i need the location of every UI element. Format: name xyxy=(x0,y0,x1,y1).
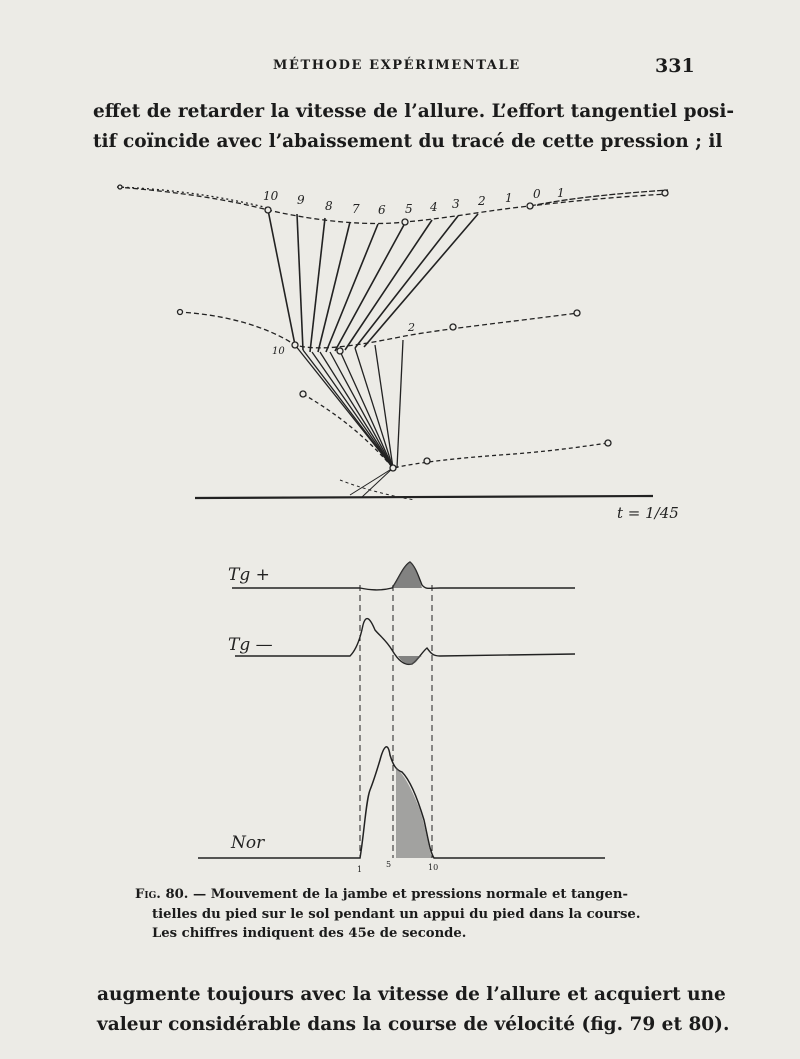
paragraph-line: valeur considérable dans la course de vélocité (fig. 79 et 80). xyxy=(97,1014,730,1035)
frame-number: 2 xyxy=(478,194,486,208)
baseline-tick: 10 xyxy=(428,863,439,872)
thigh-segments xyxy=(268,210,478,352)
normal-label: Nor xyxy=(231,833,265,853)
page-number: 331 xyxy=(655,55,695,77)
mid-label: 10 xyxy=(272,346,285,357)
shank-segments xyxy=(295,340,403,468)
baseline-ticks xyxy=(357,860,438,874)
time-label: t = 1/45 xyxy=(617,504,679,522)
tg-minus-hatch xyxy=(398,656,422,664)
caption-line: Les chiffres indiquent des 45e de seconde. xyxy=(152,926,467,941)
ground-line xyxy=(195,496,653,498)
normal-hatch xyxy=(396,768,432,858)
trajectory-markers xyxy=(118,185,668,471)
frame-number: 7 xyxy=(352,202,360,216)
frame-number: 1 xyxy=(557,186,565,200)
foot-segments xyxy=(340,468,415,500)
frame-number: 9 xyxy=(297,193,305,207)
frame-number: 6 xyxy=(378,203,386,217)
running-head: MÉTHODE EXPÉRIMENTALE xyxy=(273,58,521,73)
frame-number: 1 xyxy=(505,191,513,205)
paragraph-line: effet de retarder la vitesse de l’allure. L’effort tangentiel posi- xyxy=(93,101,735,122)
bottom-paragraph xyxy=(97,980,730,1040)
frame-number: 0 xyxy=(533,187,541,201)
hip-trajectory xyxy=(117,187,668,224)
tg-plus-hatch xyxy=(392,562,422,588)
paragraph-line: augmente toujours avec la vitesse de l’allure et acquiert une xyxy=(97,984,726,1005)
tg-plus-label: Tg + xyxy=(228,565,270,585)
caption-line: — Mouvement de la jambe et pressions normale et tangen- xyxy=(192,887,628,902)
baseline-tick: 5 xyxy=(386,860,392,869)
frame-number: 3 xyxy=(452,197,460,211)
hip-trajectory-right xyxy=(530,190,668,206)
paragraph-line: tif coïncide avec l’abaissement du tracé de cette pression ; il xyxy=(93,131,723,152)
frame-number: 5 xyxy=(405,202,413,216)
frame-number: 10 xyxy=(263,189,279,203)
frame-number: 4 xyxy=(430,200,438,214)
tg-minus-label: Tg — xyxy=(228,635,273,655)
frame-number: 8 xyxy=(325,199,333,213)
caption-line: tielles du pied sur le sol pendant un appui du pied dans la course. xyxy=(152,906,641,922)
figure-caption xyxy=(135,885,680,944)
baseline-tick: 1 xyxy=(357,865,363,874)
mid-label: 2 xyxy=(408,321,415,334)
figure-label: Fig. 80. xyxy=(135,887,189,902)
